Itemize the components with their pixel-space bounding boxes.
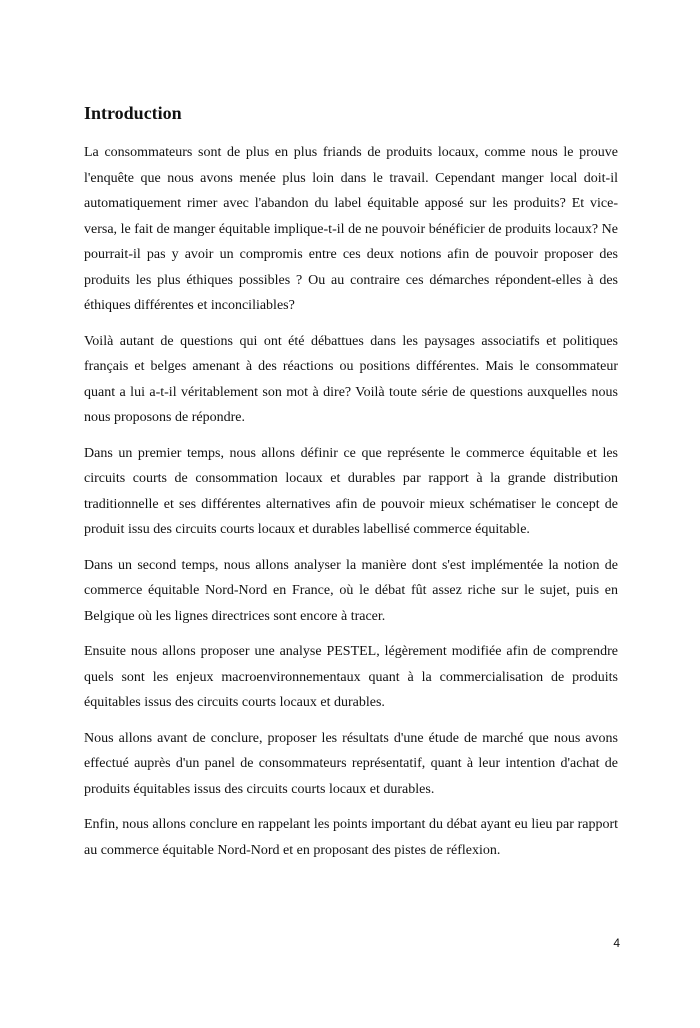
paragraph-7: Enfin, nous allons conclure en rappelant les points important du débat ayant eu lieu par rapport au commerce équitable Nord-Nord et en proposant des pistes de réflexion. [84, 817, 618, 858]
paragraph-2: Voilà autant de questions qui ont été débattues dans les paysages associatifs et politiques français et belges amenant à des réactions ou positions différentes. Mais le consommateur quant a lui a-t-il véritablement son mot à dire? Voilà toute série de questions auxquelles nous nous proposons de répondre. [84, 333, 618, 425]
page-content [84, 102, 618, 873]
paragraph-1: La consommateurs sont de plus en plus friands de produits locaux, comme nous le prouve l'enquête que nous avons menée plus loin dans le travail. Cependant manger local doit-il automatiquement rimer avec l'abandon du label équitable apposé sur les produits? Et vice-versa, le fait de manger équitable implique-t-il de ne pouvoir bénéficier de produits locaux? Ne pourrait-il pas y avoir un compromis entre ces deux notions afin de pouvoir proposer des produits les plus éthiques possibles ? Ou au contraire ces démarches répondent-elles à des éthiques différentes et inconciliables? [84, 145, 618, 313]
paragraph-4: Dans un second temps, nous allons analyser la manière dont s'est implémentée la notion de commerce équitable Nord-Nord en France, où le débat fût assez riche sur le sujet, puis en Belgique où les lignes directrices sont encore à tracer. [84, 557, 618, 624]
paragraph-6: Nous allons avant de conclure, proposer les résultats d'une étude de marché que nous avons effectué auprès d'un panel de consommateurs représentatif, quant à leur intention d'achat de produits équitables issus des circuits courts locaux et durables. [84, 730, 618, 797]
page-number: 4 [613, 936, 620, 950]
paragraph-5: Ensuite nous allons proposer une analyse PESTEL, légèrement modifiée afin de comprendre quels sont les enjeux macroenvironnementaux quant à la commercialisation de produits équitables issus des circuits courts locaux et durables. [84, 644, 618, 710]
section-heading: Introduction [84, 103, 182, 123]
paragraph-3: Dans un premier temps, nous allons définir ce que représente le commerce équitable et les circuits courts de consommation locaux et durables par rapport à la grande distribution traditionnelle et ses différentes alternatives afin de pouvoir mieux schématiser le concept de produit issu des circuits courts locaux et durables labellisé commerce équitable. [84, 445, 618, 537]
